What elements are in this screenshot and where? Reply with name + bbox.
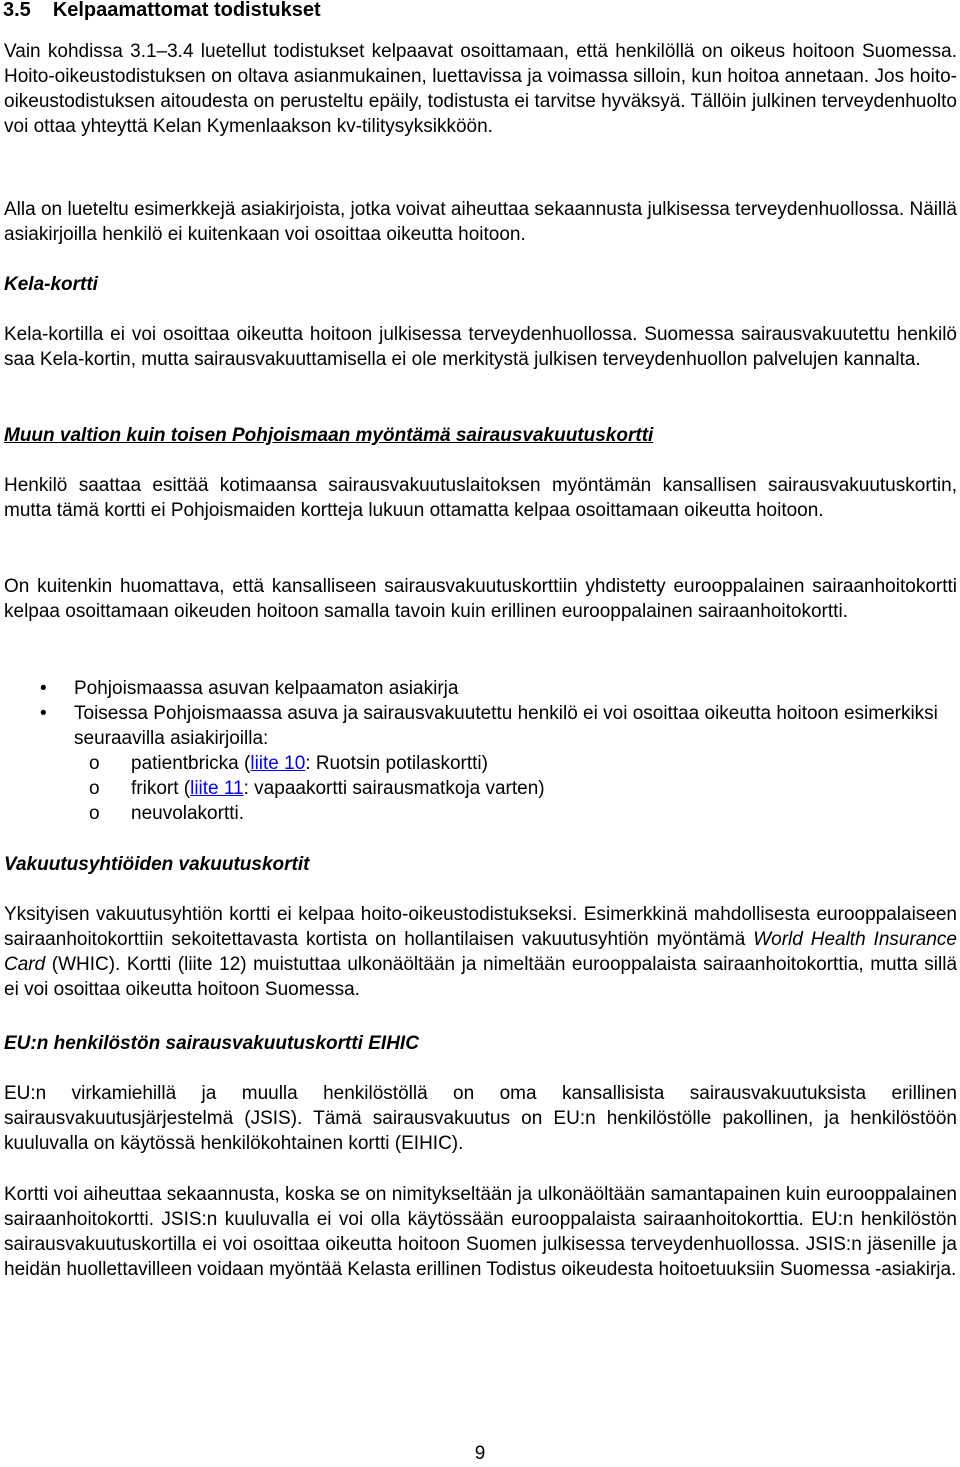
eihic-paragraph-2: Kortti voi aiheuttaa sekaannusta, koska se on nimitykseltään ja ulkonäöltään samantapainen kuin eurooppalainen sairaanhoitokortti. JSIS:n kuuluvalla ei voi olla käytössään eurooppalaista sairaanhoitokorttia. EU:n henkilöstön sairausvakuutuskortilla ei voi osoittaa oikeutta hoitoon Suomen julkisessa terveydenhuollossa. JSIS:n jäsenille ja heidän huollettavilleen voidaan myöntää Kelasta erillinen Todistus oikeudesta hoitoetuuksiin Suomessa -asiakirja.	[4, 1184, 957, 1280]
liite-10-link[interactable]: liite 10	[250, 753, 306, 774]
section-title: Kelpaamattomat todistukset	[52, 0, 321, 21]
kela-heading: Kela-kortti	[4, 274, 98, 295]
list-item	[4, 676, 957, 701]
sub-bullet-icon: o	[89, 803, 100, 824]
liite-11-link[interactable]: liite 11	[190, 778, 244, 799]
nordic-paragraph-2: On kuitenkin huomattava, että kansalliseen sairausvakuutuskorttiin yhdistetty eurooppalainen sairaanhoitokortti kelpaa osoittamaan oikeuden hoitoon samalla tavoin kuin erillinen eurooppalainen sairaanhoitokortti.	[4, 576, 957, 622]
page-number: 9	[474, 1443, 486, 1464]
list-item	[4, 701, 957, 826]
list-item-text: Pohjoismaassa asuvan kelpaamaton asiakirja	[74, 678, 459, 699]
sub-bullet-icon: o	[89, 778, 100, 799]
sub-list-item: o frikort (liite 11: vapaakortti sairausmatkoja varten)	[89, 778, 545, 799]
nordic-paragraph-1: Henkilö saattaa esittää kotimaansa sairausvakuutuslaitoksen myöntämän kansallisen sairausvakuutuskortin, mutta tämä kortti ei Pohjoismaiden kortteja lukuun ottamatta kelpaa osoittamaan oikeutta hoitoon.	[4, 475, 957, 521]
nordic-list	[4, 676, 957, 826]
whic-name: World Health Insurance Card	[4, 929, 958, 975]
bullet-icon: •	[40, 703, 47, 724]
insurance-heading: Vakuutusyhtiöiden vakuutuskortit	[4, 854, 310, 875]
intro-paragraph: Vain kohdissa 3.1–3.4 luetellut todistukset kelpaavat osoittamaan, että henkilöllä on oikeus hoitoon Suomessa. Hoito-oikeustodistuksen on oltava asianmukainen, luettavissa ja voimassa silloin, kun hoitoa annetaan. Jos hoito-oikeustodistuksen aitoudesta on perusteltu epäily, todistusta ei tarvitse hyväksyä. Tällöin julkinen terveydenhuolto voi ottaa yhteyttä Kelan Kymenlaakson kv-tilitysyksikköön.	[4, 41, 957, 137]
bullet-icon: •	[40, 678, 47, 699]
sub-list-item: o neuvolakortti.	[89, 803, 245, 824]
eihic-paragraph-1: EU:n virkamiehillä ja muulla henkilöstöllä on oma kansallisista sairausvakuutuksista erillinen sairausvakuutusjärjestelmä (JSIS). Tämä sairausvakuutus on EU:n henkilöstölle pakollinen, ja henkilöstöön kuuluvalla on käytössä henkilökohtainen kortti (EIHIC).	[4, 1083, 957, 1154]
eihic-heading: EU:n henkilöstön sairausvakuutuskortti EIHIC	[4, 1033, 419, 1054]
examples-paragraph: Alla on lueteltu esimerkkejä asiakirjoista, jotka voivat aiheuttaa sekaannusta julkisessa terveydenhuollossa. Näillä asiakirjoilla henkilö ei kuitenkaan voi osoittaa oikeutta hoitoon.	[4, 199, 957, 245]
sub-bullet-icon: o	[89, 753, 100, 774]
sub-list-item: o patientbricka (liite 10: Ruotsin potilaskortti)	[89, 753, 488, 774]
insurance-paragraph: Yksityisen vakuutusyhtiön kortti ei kelpaa hoito-oikeustodistukseksi. Esimerkkinä mahdollisesta eurooppalaiseen sairaanhoitokorttiin sekoitettavasta kortista on hollantilaisen vakuutusyhtiön myöntämä World Health Insurance Card (WHIC). Kortti (liite 12) muistuttaa ulkonäöltään ja nimeltään eurooppalaista sairaanhoitokorttia, mutta sillä ei voi osoittaa oikeutta hoitoon Suomessa.	[4, 904, 958, 1000]
list-item-text: Toisessa Pohjoismaassa asuva ja sairausvakuutettu henkilö ei voi osoittaa oikeutta hoitoon esimerkiksi seuraavilla asiakirjoilla:	[74, 703, 938, 749]
section-number: 3.5	[3, 0, 31, 21]
kela-paragraph: Kela-kortilla ei voi osoittaa oikeutta hoitoon julkisessa terveydenhuollossa. Suomessa sairausvakuutettu henkilö saa Kela-kortin, mutta sairausvakuuttamisella ei ole merkitystä julkisen terveydenhuollon palvelujen kannalta.	[4, 324, 957, 370]
section-heading	[3, 0, 321, 24]
nordic-heading: Muun valtion kuin toisen Pohjoismaan myöntämä sairausvakuutuskortti	[4, 425, 654, 446]
